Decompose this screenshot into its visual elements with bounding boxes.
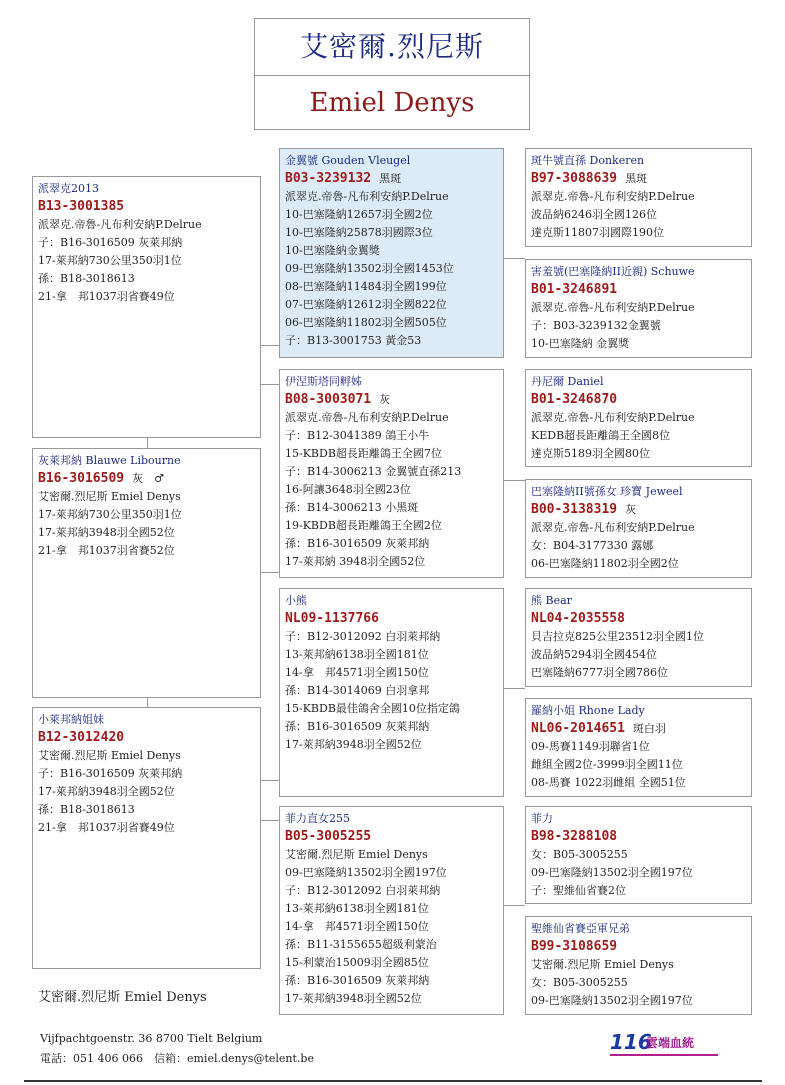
connector-line: [504, 480, 525, 481]
detail-line: 孫：B16-3016509 灰萊邦納: [285, 974, 430, 987]
detail-line: 10-巴塞隆納 金翼獎: [531, 337, 630, 350]
detail-line: 派翠克.帝魯-凡布利安納P.Delrue: [531, 521, 695, 534]
detail-line: 17-萊邦納3948羽全國52位: [285, 738, 422, 751]
pigeon-name: 派翠克2013: [38, 182, 99, 195]
detail-line: 孫：B14-3014069 白羽拿邦: [285, 684, 430, 697]
pedigree-card-subject: [32, 448, 261, 698]
detail-line: 13-萊邦納6138羽全國181位: [285, 648, 429, 661]
detail-line: 女：B05-3005255: [531, 848, 628, 861]
pigeon-name: 熊 Bear: [531, 594, 572, 607]
detail-line: 子：B14-3006213 金翼號直孫213: [285, 465, 462, 478]
detail-line: 06-巴塞隆納11802羽全國2位: [531, 557, 679, 570]
ring-number: NL09-1137766: [285, 611, 379, 626]
detail-line: 子：B13-3001753 黃金53: [285, 334, 422, 347]
pigeon-name: 金翼號 Gouden Vleugel: [285, 154, 411, 167]
detail-line: 15-KBDB超長距離鴿王全國7位: [285, 447, 442, 460]
detail-line: 子：B12-3041389 鴿王小牛: [285, 429, 430, 442]
connector-line: [261, 572, 279, 573]
detail-line: 子：聖維仙省賽2位: [531, 884, 626, 897]
detail-line: 艾密爾.烈尼斯 Emiel Denys: [531, 958, 674, 971]
breeder-address: Vijfpachtgoenstr. 36 8700 Tielt Belgium: [40, 1032, 263, 1045]
connector-line: [261, 780, 279, 781]
pigeon-name: 斑牛號直孫 Donkeren: [531, 154, 645, 167]
pedigree-card-dam-dam: [279, 806, 504, 1015]
pedigree-card-sire-dam: [279, 369, 504, 578]
plumage-color: 黑斑: [379, 172, 402, 185]
detail-line: 21-拿 邦1037羽省賽49位: [38, 821, 175, 834]
detail-line: 17-萊邦納3948羽全國52位: [38, 785, 175, 798]
connector-line: [147, 437, 148, 448]
ring-number: B03-3239132 黑斑: [285, 171, 402, 186]
detail-line: 17-萊邦納 3948羽全國52位: [285, 555, 426, 568]
pigeon-name: 丹尼爾 Daniel: [531, 375, 604, 388]
detail-line: 09-巴塞隆納13502羽全國197位: [531, 866, 693, 879]
detail-line: 派翠克.帝魯-凡布利安納P.Delrue: [38, 218, 202, 231]
pedigree-card-ddd: [525, 916, 752, 1015]
ring-number: NL06-2014651 斑白羽: [531, 721, 666, 736]
detail-line: 子：B16-3016509 灰萊邦納: [38, 236, 183, 249]
ring-number: B98-3288108: [531, 829, 618, 844]
detail-line: 09-巴塞隆納13502羽全國197位: [531, 994, 693, 1007]
ring-number: B05-3005255: [285, 829, 372, 844]
detail-line: 孫：B14-3006213 小黑斑: [285, 501, 419, 514]
pigeon-name: 菲力: [531, 812, 553, 825]
detail-line: 巴塞隆納6777羽全國786位: [531, 666, 668, 679]
pedigree-card-dam-sire: [279, 588, 504, 797]
pedigree-card-sdd: [525, 479, 752, 578]
detail-line: 派翠克.帝魯-凡布利安納P.Delrue: [531, 301, 695, 314]
detail-line: 孫：B16-3016509 灰萊邦納: [285, 537, 430, 550]
plumage-color: 灰 ♂: [132, 472, 164, 485]
detail-line: 17-萊邦納3948羽全國52位: [285, 992, 422, 1005]
detail-line: 派翠克.帝魯-凡布利安納P.Delrue: [285, 411, 449, 424]
detail-line: 08-馬賽 1022羽雌組 全國51位: [531, 776, 686, 789]
logo-underline: [610, 1054, 718, 1056]
connector-line: [147, 697, 148, 707]
connector-line: [504, 905, 525, 906]
ring-number: B12-3012420: [38, 730, 125, 745]
detail-line: 15-KBDB最佳鴿舍全國10位指定鴿: [285, 702, 460, 715]
detail-line: 艾密爾.烈尼斯 Emiel Denys: [38, 749, 181, 762]
detail-line: 10-巴塞隆納金翼獎: [285, 244, 380, 257]
pedigree-card-dam: [32, 707, 261, 969]
detail-line: 孫：B16-3016509 灰萊邦納: [285, 720, 430, 733]
detail-line: 雌組全國2位-3999羽全國11位: [531, 758, 683, 771]
pigeon-name: 伊涅斯塔同孵姊: [285, 375, 362, 388]
detail-line: 17-萊邦納730公里350羽1位: [38, 254, 182, 267]
detail-line: 貝吉拉克825公里23512羽全國1位: [531, 630, 704, 643]
detail-line: 14-拿 邦4571羽全國150位: [285, 666, 429, 679]
detail-line: 艾密爾.烈尼斯 Emiel Denys: [285, 848, 428, 861]
detail-line: 孫：B18-3018613: [38, 803, 135, 816]
detail-line: 08-巴塞隆納11484羽全國199位: [285, 280, 447, 293]
ring-number: B00-3138319 灰: [531, 502, 637, 517]
detail-line: 達克斯5189羽全國80位: [531, 447, 650, 460]
detail-line: 達克斯11807羽國際190位: [531, 226, 664, 239]
pigeon-name: 菲力直女255: [285, 812, 350, 825]
connector-line: [261, 820, 279, 821]
pedigree-card-dsd: [525, 698, 752, 797]
logo-number: 116: [610, 1030, 652, 1054]
pedigree-card-ssd: [525, 259, 752, 358]
detail-line: 21-拿 邦1037羽省賽52位: [38, 544, 175, 557]
detail-line: 13-萊邦納6138羽全國181位: [285, 902, 429, 915]
ring-number: B01-3246870: [531, 392, 618, 407]
detail-line: 派翠克.帝魯-凡布利安納P.Delrue: [285, 190, 449, 203]
detail-line: 06-巴塞隆納11802羽全國505位: [285, 316, 447, 329]
pedigree-card-sds: [525, 369, 752, 467]
ring-number: B08-3003071 灰: [285, 392, 391, 407]
pigeon-name: 小萊邦納姐妹: [38, 713, 104, 726]
detail-line: 09-巴塞隆納13502羽全國197位: [285, 866, 447, 879]
detail-line: 派翠克.帝魯-凡布利安納P.Delrue: [531, 190, 695, 203]
pedigree-card-sire: [32, 176, 261, 438]
ring-number: B01-3246891: [531, 282, 618, 297]
pigeon-name: 聖維仙省賽亞軍兄弟: [531, 922, 630, 935]
pigeon-name: 害羞號(巴塞隆納II近親) Schuwe: [531, 265, 695, 278]
detail-line: 07-巴塞隆納12612羽全國822位: [285, 298, 447, 311]
detail-line: 子：B12-3012092 白羽萊邦納: [285, 630, 441, 643]
ring-number: B16-3016509 灰 ♂: [38, 471, 164, 486]
detail-line: 09-巴塞隆納13502羽全國1453位: [285, 262, 454, 275]
detail-line: 15-利蒙治15009羽全國85位: [285, 956, 429, 969]
detail-line: 子：B16-3016509 灰萊邦納: [38, 767, 183, 780]
pigeon-name: 羅納小姐 Rhone Lady: [531, 704, 645, 717]
owner-name-cn: 艾密爾.烈尼斯: [300, 30, 484, 63]
connector-line: [261, 345, 279, 346]
ring-number: NL04-2035558: [531, 611, 625, 626]
connector-line: [261, 384, 279, 385]
ring-number: B13-3001385: [38, 199, 125, 214]
pedigree-card-sire-sire: [279, 148, 504, 358]
detail-line: 19-KBDB超長距離鴿王全國2位: [285, 519, 442, 532]
title-box: [254, 18, 530, 130]
ring-number: B99-3108659: [531, 939, 618, 954]
plumage-color: 黑斑: [625, 172, 648, 185]
detail-line: 派翠克.帝魯-凡布利安納P.Delrue: [531, 411, 695, 424]
pigeon-name: 小熊: [285, 594, 307, 607]
detail-line: 21-拿 邦1037羽省賽49位: [38, 290, 175, 303]
pedigree-card-sss: [525, 148, 752, 247]
pigeon-name: 巴塞隆納II號孫女 珍寶 Jeweel: [531, 485, 683, 498]
detail-line: 17-萊邦納3948羽全國52位: [38, 526, 175, 539]
detail-line: 孫：B18-3018613: [38, 272, 135, 285]
connector-line: [504, 258, 525, 259]
breeder-signature: 艾密爾.烈尼斯 Emiel Denys: [38, 990, 207, 1005]
detail-line: 女：B05-3005255: [531, 976, 628, 989]
logo-text: 雲端血統: [646, 1036, 695, 1050]
detail-line: 艾密爾.烈尼斯 Emiel Denys: [38, 490, 181, 503]
detail-line: 孫：B11-3155655超級利蒙治: [285, 938, 437, 951]
detail-line: 子：B12-3012092 白羽萊邦納: [285, 884, 441, 897]
detail-line: 10-巴塞隆納25878羽國際3位: [285, 226, 433, 239]
site-logo: [610, 1030, 725, 1058]
detail-line: 09-馬賽1149羽聯省1位: [531, 740, 650, 753]
plumage-color: 灰: [625, 503, 637, 516]
owner-name-en: Emiel Denys: [309, 88, 475, 118]
pedigree-card-dds: [525, 806, 752, 904]
pedigree-card-dss: [525, 588, 752, 687]
plumage-color: 斑白羽: [632, 722, 666, 735]
ring-number: B97-3088639 黑斑: [531, 171, 648, 186]
detail-line: 子：B03-3239132金翼號: [531, 319, 661, 332]
breeder-contact: 電話：051 406 066 信箱：emiel.denys@telent.be: [40, 1052, 314, 1065]
detail-line: 10-巴塞隆納12657羽全國2位: [285, 208, 433, 221]
detail-line: KEDB超長距離鴿王全國8位: [531, 429, 671, 442]
bottom-divider: [24, 1080, 762, 1082]
detail-line: 17-萊邦納730公里350羽1位: [38, 508, 182, 521]
detail-line: 14-拿 邦4571羽全國150位: [285, 920, 429, 933]
plumage-color: 灰: [379, 393, 391, 406]
pigeon-name: 灰萊邦納 Blauwe Libourne: [38, 454, 181, 467]
detail-line: 女：B04-3177330 露娜: [531, 539, 654, 552]
detail-line: 波品納5294羽全國454位: [531, 648, 657, 661]
connector-line: [504, 688, 525, 689]
detail-line: 波品納6246羽全國126位: [531, 208, 657, 221]
detail-line: 16-阿讓3648羽全國23位: [285, 483, 411, 496]
